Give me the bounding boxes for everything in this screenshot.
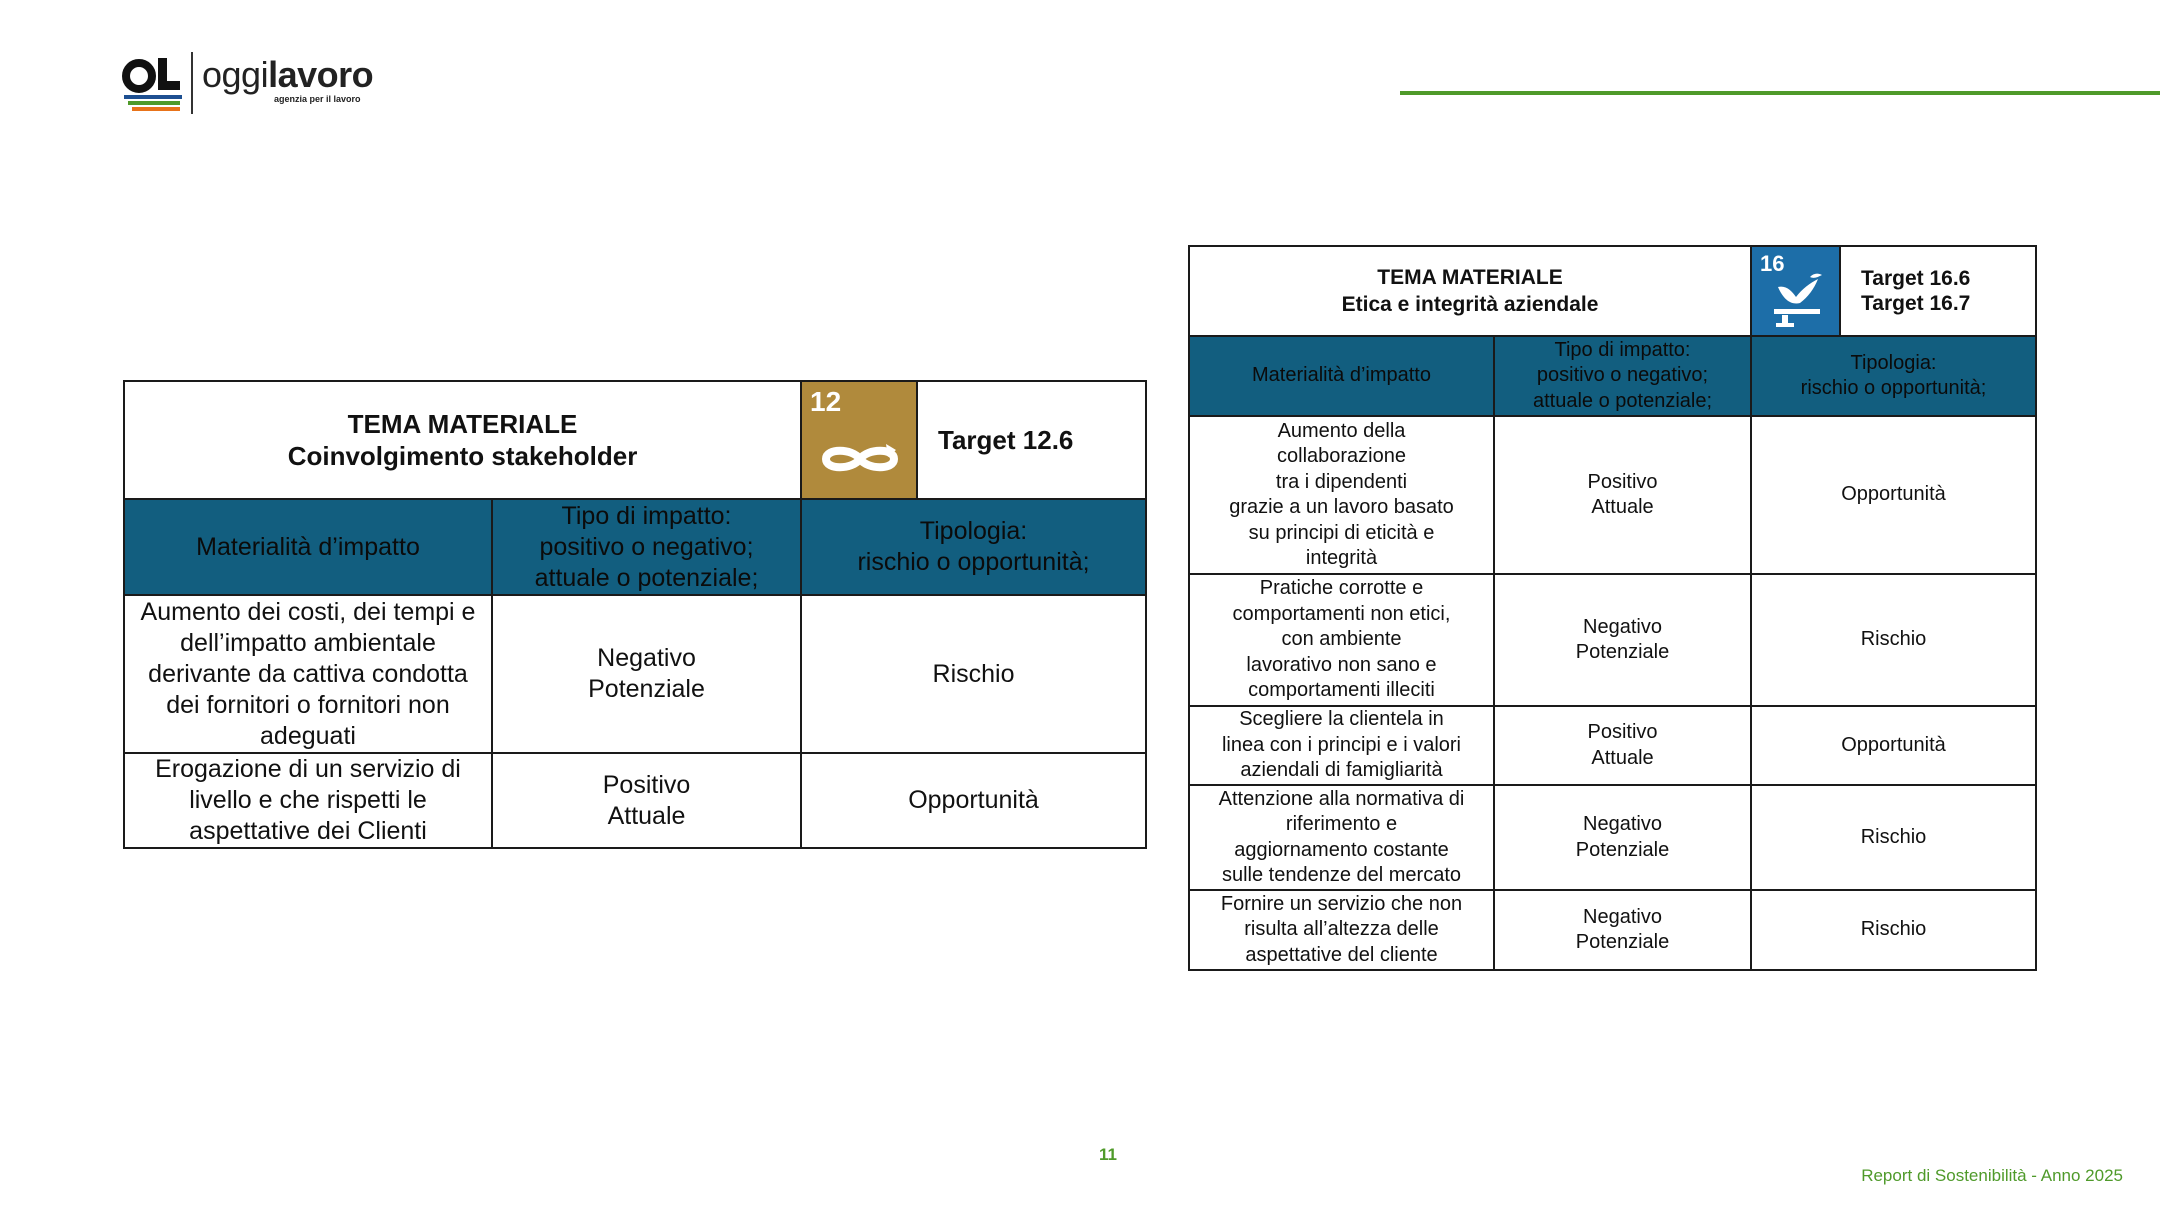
logo-divider [191,52,193,114]
table-cell-materialita: Scegliere la clientela in linea con i principi e i valori aziendali di famigliarità [1189,706,1494,785]
column-header-tipologia: Tipologia: rischio o opportunità; [1751,336,2036,416]
table-cell-materialita: Pratiche corrotte e comportamenti non etici, con ambiente lavorativo non sano e comportamenti illeciti [1189,574,1494,706]
target-cell [1840,246,2036,336]
table-cell-materialita: Aumento della collaborazione tra i dipendenti grazie a un lavoro basato su principi di eticità e integrità [1189,416,1494,574]
table-cell-tipo: Negativo Potenziale [1494,785,1751,890]
table-cell-tipo: Negativo Potenziale [492,595,801,753]
topic-label: TEMA MATERIALE [1377,266,1563,289]
column-header-tipologia: Tipologia: rischio o opportunità; [801,499,1146,595]
table-cell-tipologia: Rischio [1751,785,2036,890]
topic-name: Etica e integrità aziendale [1341,293,1599,316]
table-cell-tipologia: Opportunità [801,753,1146,848]
logo-tagline: agenzia per il lavoro [274,94,361,104]
column-header-tipo: Tipo di impatto: positivo o negativo; attuale o potenziale; [492,499,801,595]
table-cell-tipo: Negativo Potenziale [1494,890,1751,970]
column-header-materialita: Materialità d’impatto [124,499,492,595]
header-accent-line [1400,91,2160,95]
table-cell-tipo: Positivo Attuale [1494,416,1751,574]
table-cell-materialita: Aumento dei costi, dei tempi e dell’impatto ambientale derivante da cattiva condotta dei fornitori o fornitori non adeguati [124,595,492,753]
table-cell-materialita: Attenzione alla normativa di riferimento e aggiornamento costante sulle tendenze del mercato [1189,785,1494,890]
topic-title-cell [124,381,801,499]
column-header-materialita: Materialità d’impatto [1189,336,1494,416]
sdg-number: 16 [1760,251,1785,276]
topic-label: TEMA MATERIALE [347,409,578,439]
sdg-number: 12 [810,386,842,417]
logo-mark-icon [122,50,188,116]
table-cell-tipologia: Opportunità [1751,706,2036,785]
table-cell-tipologia: Opportunità [1751,416,2036,574]
logo-wordmark: oggilavoro [202,54,374,95]
footer-report-label: Report di Sostenibilità - Anno 2025 [1861,1166,2123,1185]
material-topic-table-ethics [1188,245,2037,971]
table-cell-materialita: Erogazione di un servizio di livello e che rispetti le aspettative dei Clienti [124,753,492,848]
sdg-12-badge [801,381,917,499]
topic-title-cell [1189,246,1751,336]
table-cell-tipo: Positivo Attuale [1494,706,1751,785]
target-label: Target 16.6 [1861,266,1971,290]
page-number: 11 [1099,1145,1117,1164]
table-cell-tipo: Negativo Potenziale [1494,574,1751,706]
company-logo [122,50,382,116]
table-cell-tipologia: Rischio [801,595,1146,753]
target-label: Target 12.6 [938,424,1074,455]
topic-name: Coinvolgimento stakeholder [287,441,638,471]
table-cell-tipologia: Rischio [1751,890,2036,970]
table-cell-materialita: Fornire un servizio che non risulta all’altezza delle aspettative del cliente [1189,890,1494,970]
material-topic-table-stakeholder [123,380,1147,849]
sdg-16-badge [1751,246,1840,336]
table-cell-tipologia: Rischio [1751,574,2036,706]
column-header-tipo: Tipo di impatto: positivo o negativo; attuale o potenziale; [1494,336,1751,416]
target-label: Target 16.7 [1861,292,1971,315]
table-cell-tipo: Positivo Attuale [492,753,801,848]
target-cell [917,381,1146,499]
